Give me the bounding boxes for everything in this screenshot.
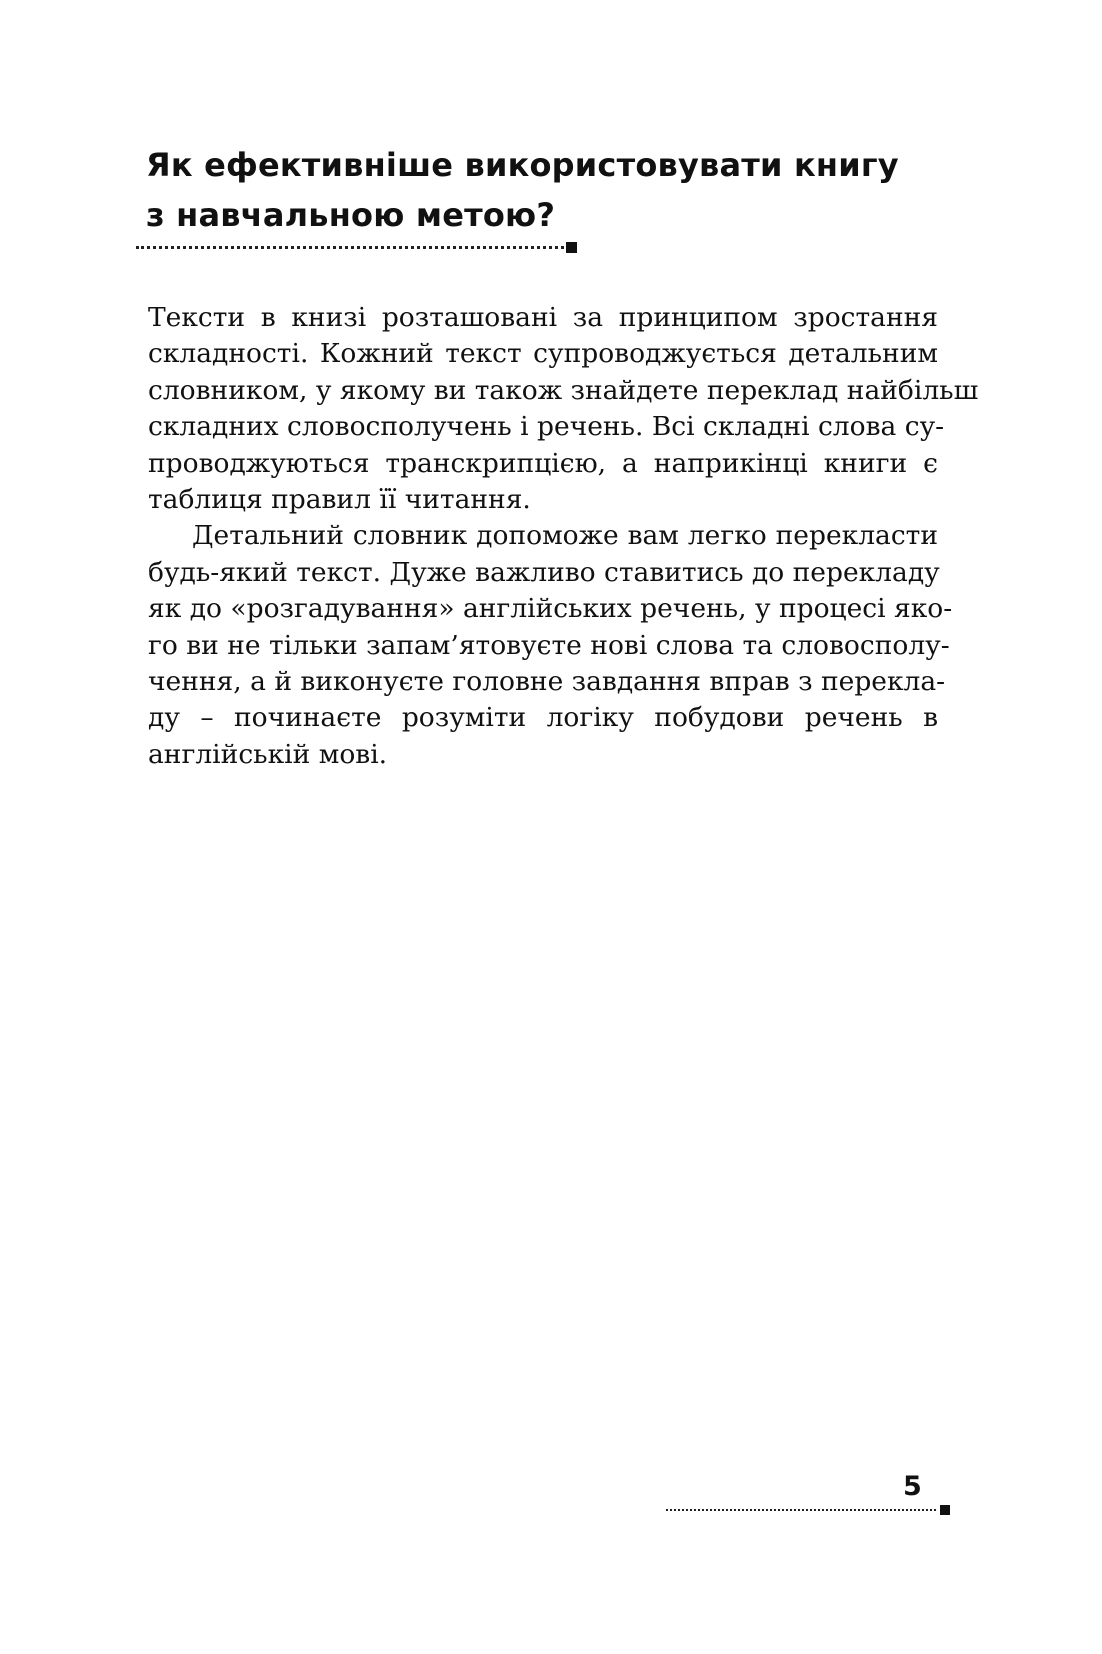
heading-square-marker: [566, 242, 577, 253]
paragraph-1-line: словником, у якому ви також знайдете переклад найбільш: [148, 374, 979, 406]
paragraph-2: [148, 518, 953, 773]
body-text: [148, 300, 979, 773]
footer-square-marker: [940, 1505, 950, 1515]
paragraph-1-line: проводжуються транскрипцією, а наприкінці книги є: [148, 447, 938, 479]
paragraph-1: [148, 300, 979, 518]
paragraph-2-line: чення, а й виконуєте головне завдання вправ з перекла-: [148, 666, 946, 698]
section-heading: [146, 140, 906, 240]
paragraph-2-line: англійській мові.: [148, 738, 388, 770]
paragraph-2-line: як до «розгадування» англійських речень, у процесі яко-: [148, 593, 953, 625]
heading-line-2: з навчальною метою?: [146, 196, 556, 234]
paragraph-2-line: ду – починаєте розуміти логіку побудови речень в: [148, 702, 938, 734]
page-number: 5: [903, 1471, 922, 1502]
paragraph-2-line: го ви не тільки запам’ятовуєте нові слова та словосполу-: [148, 629, 950, 661]
paragraph-2-line: будь-який текст. Дуже важливо ставитись до перекладу: [148, 556, 940, 588]
heading-dotted-rule: [136, 246, 569, 249]
paragraph-1-line: Тексти в книзі розташовані за принципом зростання: [148, 302, 938, 333]
paragraph-1-line: таблиця правил її читання.: [148, 484, 531, 516]
heading-line-1: Як ефективніше використовувати книгу: [146, 146, 899, 184]
paragraph-1-line: складності. Кожний текст супроводжується детальним: [148, 338, 938, 370]
footer-dotted-rule: [666, 1509, 936, 1511]
paragraph-1-line: складних словосполучень і речень. Всі складні слова су-: [148, 411, 945, 443]
paragraph-2-line: Детальний словник допоможе вам легко перекласти: [192, 520, 938, 552]
